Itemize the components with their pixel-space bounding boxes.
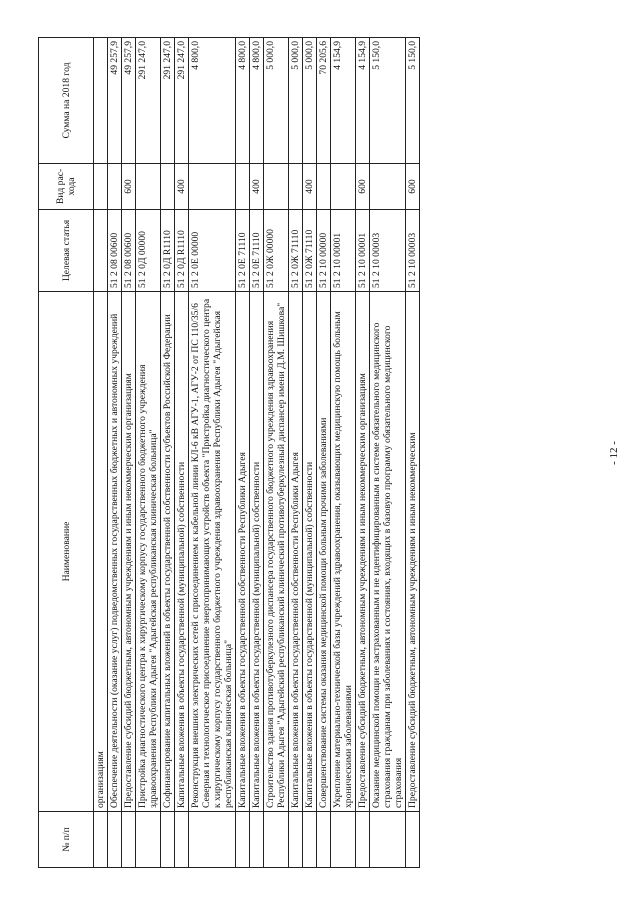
page-number: - 12 - bbox=[608, 441, 620, 465]
row-name: Реконструкция внешних электрических сетей с присоединением к кабельной линии КЛ-6 кВ АГУ-1, АГУ-2 от ПС 110/35/6 Северная и технологическое присоединение энергопринимающих устройств объекта "Пристройка диагностического центра к хирургическому корпусу государственного бюджетного учреждения здравоохранения Республики Адыгея "Адыгейская республиканская клиническая больница" bbox=[189, 292, 236, 812]
table-row bbox=[303, 38, 317, 868]
header-code: Целевая статья bbox=[39, 210, 94, 292]
header-amount: Сумма на 2018 год bbox=[39, 38, 94, 164]
row-name: Капитальные вложения в объекты государственной собственности Республики Адыгея bbox=[236, 292, 250, 812]
table-header-row bbox=[39, 38, 94, 868]
row-num bbox=[161, 812, 175, 868]
row-code: 51 2 10 00003 bbox=[370, 210, 406, 292]
row-code: 51 2 0Д R1110 bbox=[161, 210, 175, 292]
row-name: Предоставление субсидий бюджетным, автономным учреждениям и иным некоммерческим организациям bbox=[356, 292, 370, 812]
row-code: 51 2 10 00001 bbox=[331, 210, 356, 292]
row-num bbox=[136, 812, 161, 868]
row-type bbox=[264, 164, 289, 210]
table-row bbox=[250, 38, 264, 868]
row-type: 600 bbox=[122, 164, 136, 210]
row-name: Совершенствование системы оказания медицинской помощи больным прочими заболеваниями bbox=[317, 292, 331, 812]
row-code: 51 2 08 00600 bbox=[108, 210, 122, 292]
row-amount: 291 247,0 bbox=[161, 38, 175, 164]
row-name: организациям bbox=[94, 292, 108, 812]
table-row bbox=[161, 38, 175, 868]
row-type bbox=[189, 164, 236, 210]
row-name: Капитальные вложения в объекты государственной (муниципальной) собственности bbox=[175, 292, 189, 812]
row-num bbox=[108, 812, 122, 868]
row-amount: 49 257,9 bbox=[122, 38, 136, 164]
row-name: Обеспечение деятельности (оказание услуг) подведомственных государственных бюджетных и автономных учреждений bbox=[108, 292, 122, 812]
row-type: 400 bbox=[303, 164, 317, 210]
row-type bbox=[136, 164, 161, 210]
row-num bbox=[264, 812, 289, 868]
table-row bbox=[331, 38, 356, 868]
table-row bbox=[108, 38, 122, 868]
table-row bbox=[94, 38, 108, 868]
row-type: 400 bbox=[175, 164, 189, 210]
row-num bbox=[356, 812, 370, 868]
row-name: Укрепление материально-технической базы учреждений здравоохранения, оказывающих медицинскую помощь больным хроническими заболеваниями bbox=[331, 292, 356, 812]
row-code: 51 2 0Е 71110 bbox=[250, 210, 264, 292]
table-row bbox=[175, 38, 189, 868]
table-row bbox=[189, 38, 236, 868]
table-row bbox=[136, 38, 161, 868]
row-type bbox=[108, 164, 122, 210]
table-row bbox=[317, 38, 331, 868]
row-num bbox=[317, 812, 331, 868]
row-code: 51 2 0Е 00000 bbox=[189, 210, 236, 292]
row-num bbox=[303, 812, 317, 868]
row-type bbox=[94, 164, 108, 210]
row-type bbox=[161, 164, 175, 210]
row-code: 51 2 0Д 00000 bbox=[136, 210, 161, 292]
table-row bbox=[122, 38, 136, 868]
row-code bbox=[94, 210, 108, 292]
row-num bbox=[370, 812, 406, 868]
row-num bbox=[94, 812, 108, 868]
row-code: 51 2 0Ж 00000 bbox=[264, 210, 289, 292]
row-amount: 291 247,0 bbox=[136, 38, 161, 164]
table-row bbox=[356, 38, 370, 868]
row-code: 51 2 0Д R1110 bbox=[175, 210, 189, 292]
row-name: Предоставление субсидий бюджетным, автономным учреждениям и иным некоммерческим bbox=[406, 292, 420, 812]
row-type: 600 bbox=[406, 164, 420, 210]
row-type: 400 bbox=[250, 164, 264, 210]
table-row bbox=[289, 38, 303, 868]
row-name: Софинансирование капитальных вложений в объекты государственной собственности субъектов Российской Федерации bbox=[161, 292, 175, 812]
row-type bbox=[370, 164, 406, 210]
row-num bbox=[122, 812, 136, 868]
row-name: Пристройка диагностического центра к хирургическому корпусу государственного бюджетного учреждения здравоохранения Республики Адыгея "Адыгейская республиканская клиническая больница" bbox=[136, 292, 161, 812]
row-amount: 291 247,0 bbox=[175, 38, 189, 164]
row-amount: 5 150,0 bbox=[370, 38, 406, 164]
row-name: Капитальные вложения в объекты государственной (муниципальной) собственности bbox=[303, 292, 317, 812]
row-code: 51 2 0Е 71110 bbox=[236, 210, 250, 292]
row-type bbox=[236, 164, 250, 210]
row-name: Предоставление субсидий бюджетным, автономным учреждениям и иным некоммерческим организациям bbox=[122, 292, 136, 812]
row-amount: 5 000,0 bbox=[303, 38, 317, 164]
row-num bbox=[250, 812, 264, 868]
row-type bbox=[317, 164, 331, 210]
rotated-page-content bbox=[38, 38, 578, 868]
row-code: 51 2 10 00003 bbox=[406, 210, 420, 292]
row-amount: 70 205,6 bbox=[317, 38, 331, 164]
row-num bbox=[175, 812, 189, 868]
row-amount: 4 800,0 bbox=[189, 38, 236, 164]
row-name: Капитальные вложения в объекты государственной собственности Республики Адыгея bbox=[289, 292, 303, 812]
row-amount: 4 800,0 bbox=[250, 38, 264, 164]
row-amount: 49 257,9 bbox=[108, 38, 122, 164]
row-type bbox=[289, 164, 303, 210]
row-amount: 5 000,0 bbox=[264, 38, 289, 164]
row-code: 51 2 10 00000 bbox=[317, 210, 331, 292]
table-row bbox=[236, 38, 250, 868]
row-num bbox=[331, 812, 356, 868]
row-num bbox=[236, 812, 250, 868]
row-amount: 4 154,9 bbox=[331, 38, 356, 164]
table-row bbox=[264, 38, 289, 868]
row-amount: 5 150,0 bbox=[406, 38, 420, 164]
row-amount: 4 800,0 bbox=[236, 38, 250, 164]
row-amount: 5 000,0 bbox=[289, 38, 303, 164]
row-num bbox=[189, 812, 236, 868]
budget-table bbox=[38, 37, 420, 868]
header-type: Вид рас-хода bbox=[39, 164, 94, 210]
table-row bbox=[406, 38, 420, 868]
header-num: № п/п bbox=[39, 812, 94, 868]
header-name: Наименование bbox=[39, 292, 94, 812]
table-row bbox=[370, 38, 406, 868]
row-code: 51 2 0Ж 71110 bbox=[303, 210, 317, 292]
row-amount: 4 154,9 bbox=[356, 38, 370, 164]
row-code: 51 2 10 00001 bbox=[356, 210, 370, 292]
row-type: 600 bbox=[356, 164, 370, 210]
row-name: Оказание медицинской помощи не застрахованным и не идентифицированным в системе обязательного медицинского страхования гражданам при заболеваниях и состояниях, входящих в базовую программу обязательного медицинского страхования bbox=[370, 292, 406, 812]
row-name: Строительство здания противотуберкулезного диспансера государственного бюджетного учреждения здравоохранения Республики Адыгея "Адыгейский республиканский клинический противотуберкулезный диспансер имени Д.М. Шишкова" bbox=[264, 292, 289, 812]
table-body bbox=[94, 38, 420, 868]
row-num bbox=[289, 812, 303, 868]
row-amount bbox=[94, 38, 108, 164]
row-type bbox=[331, 164, 356, 210]
row-code: 51 2 08 00600 bbox=[122, 210, 136, 292]
row-name: Капитальные вложения в объекты государственной (муниципальной) собственности bbox=[250, 292, 264, 812]
row-num bbox=[406, 812, 420, 868]
row-code: 51 2 0Ж 71110 bbox=[289, 210, 303, 292]
